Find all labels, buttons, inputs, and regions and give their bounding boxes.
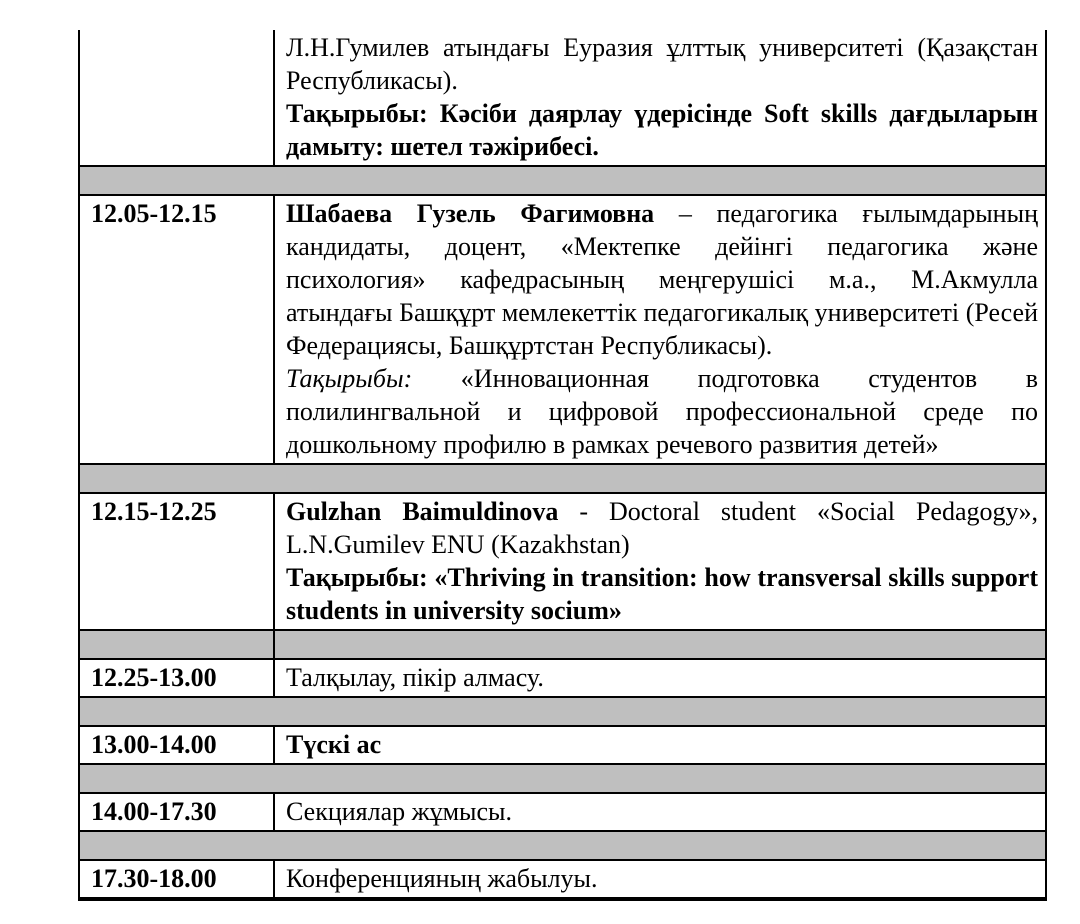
description-cell: [275, 494, 1045, 629]
speaker-name: Gulzhan Baimuldinova: [286, 497, 559, 526]
topic-text: «Инновационная подготовка студентов в полилингвальной и цифровой профессиональной среде по дошкольному профилю в рамках речевого развития детей»: [286, 364, 1038, 459]
activity-text: Секциялар жұмысы.: [286, 797, 513, 826]
description-cell: [275, 660, 1045, 696]
activity-text: Түскі ас: [286, 730, 382, 759]
spacer-row: [80, 465, 1045, 494]
table-row: [80, 660, 1045, 698]
time-label: 12.15-12.25: [91, 497, 217, 526]
table-row: [80, 494, 1045, 631]
description-cell: [275, 861, 1045, 897]
time-cell: [80, 196, 275, 463]
topic-paragraph: [286, 561, 1038, 627]
spacer-row: [80, 698, 1045, 727]
time-cell: [80, 727, 275, 763]
activity-paragraph: [286, 795, 1038, 828]
time-label: 12.25-13.00: [91, 663, 217, 692]
time-label: 17.30-18.00: [91, 864, 217, 893]
topic-text: Тақырыбы: Кәсіби даярлау үдерісінде Soft skills дағдыларын дамыту: шетел тәжірибесі.: [286, 99, 1038, 161]
table-row: [80, 794, 1045, 832]
speaker-details: - Doctoral student «Social Pedagogy», L.N.Gumilev ENU (Kazakhstan): [286, 497, 1038, 559]
speaker-paragraph: [286, 197, 1038, 362]
time-cell: [80, 660, 275, 696]
activity-text: Конференцияның жабылуы.: [286, 864, 598, 893]
time-label: 14.00-17.30: [91, 797, 217, 826]
description-cell: [275, 196, 1045, 463]
topic-text: Тақырыбы: «Thriving in transition: how transversal skills support students in university socium»: [286, 563, 1038, 625]
spacer-row: [80, 832, 1045, 861]
spacer-row: [80, 167, 1045, 196]
description-cell: [275, 30, 1045, 165]
spacer-row: [80, 631, 1045, 660]
spacer-row: [80, 765, 1045, 794]
affiliation-paragraph: [286, 31, 1038, 97]
speaker-name: Шабаева Гузель Фагимовна: [286, 199, 655, 228]
time-cell: [80, 494, 275, 629]
table-row: [80, 196, 1045, 465]
topic-paragraph: [286, 362, 1038, 461]
time-cell: [80, 794, 275, 830]
table-row: [80, 727, 1045, 765]
description-cell: [275, 794, 1045, 830]
activity-text: Талқылау, пікір алмасу.: [286, 663, 544, 692]
spacer-description-cell: [275, 631, 1045, 658]
speaker-paragraph: [286, 495, 1038, 561]
time-cell: [80, 861, 275, 897]
time-cell: [80, 30, 275, 165]
program-table: [78, 30, 1047, 901]
speaker-details: – педагогика ғылымдарының кандидаты, доцент, «Мектепке дейінгі педагогика және психология» кафедрасының меңгерушісі м.а., М.Акмулла атындағы Башқұрт мемлекеттік педагогикалық университеті (Ресей Федерациясы, Башқұртстан Республикасы).: [286, 199, 1038, 360]
spacer-time-cell: [80, 631, 275, 658]
topic-paragraph: [286, 97, 1038, 163]
activity-paragraph: [286, 728, 1038, 761]
time-label: 12.05-12.15: [91, 199, 217, 228]
affiliation-text: Л.Н.Гумилев атындағы Еуразия ұлттық университеті (Қазақстан Республикасы).: [286, 33, 1038, 95]
description-cell: [275, 727, 1045, 763]
time-label: 13.00-14.00: [91, 730, 217, 759]
activity-paragraph: [286, 862, 1038, 895]
table-row: [80, 30, 1045, 167]
topic-label: Тақырыбы:: [286, 364, 413, 393]
table-row: [80, 861, 1045, 897]
activity-paragraph: [286, 661, 1038, 694]
